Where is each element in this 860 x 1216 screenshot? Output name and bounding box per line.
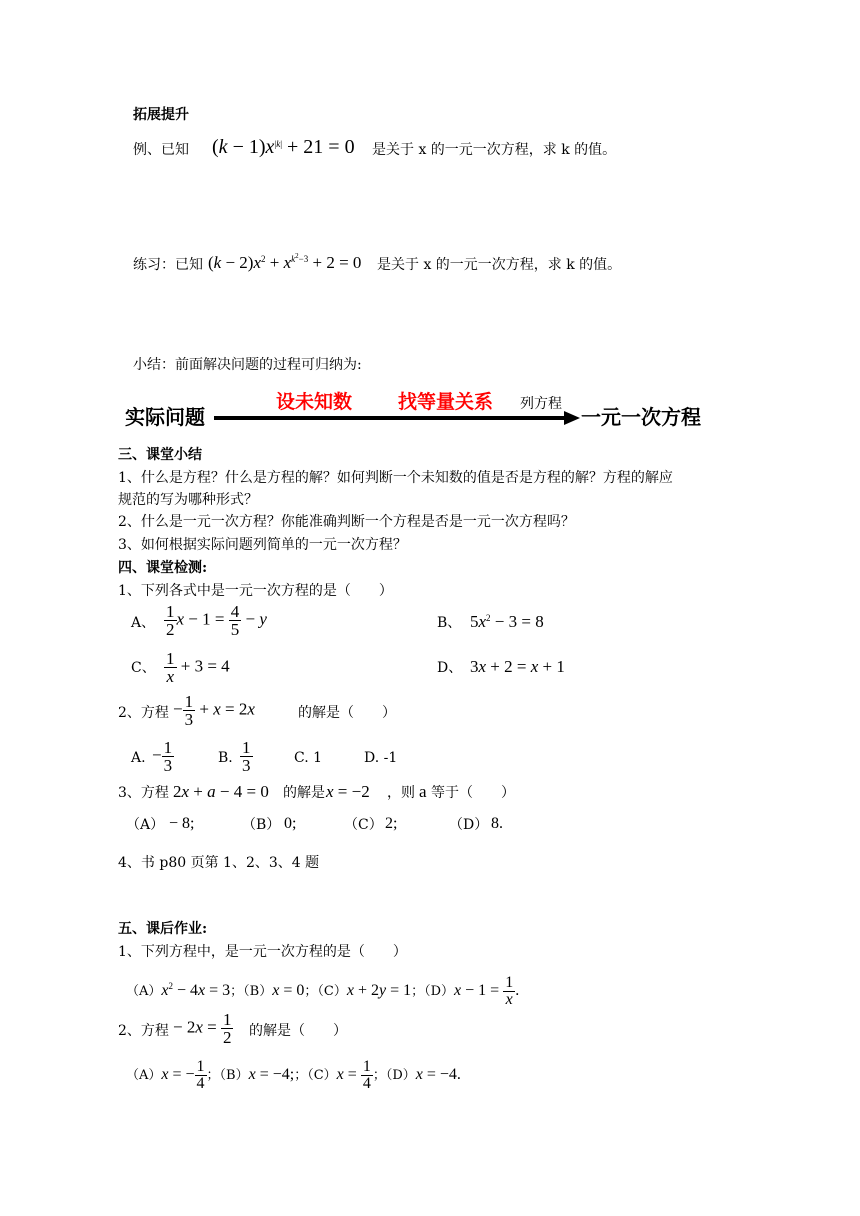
section3-q2: 2、什么是一元一次方程？你能准确判断一个方程是否是一元一次方程吗？: [118, 514, 575, 530]
section4-q2-equation: − $\frac{1}{3}$ + x = 2x: [173, 692, 255, 729]
q1-option-d-expr: 3x + 2 = x + 1: [470, 657, 565, 676]
section5-q2-options: （A）x = − $\frac{1}{4}$ ；（B）x = −4;；（C）x = $\frac{1}{4}$ ；（D）x = −4.: [126, 1058, 461, 1092]
flow-arrow-icon: [214, 410, 580, 426]
summary-line: 小结：前面解决问题的过程可归纳为:: [133, 357, 362, 373]
practice-equation: $(k - 2)x^2 + x^{k^2-3} + 2 = 0$: [208, 252, 362, 272]
hw1-option-d-label: ；（D）: [411, 984, 455, 999]
q2-option-a-expr: − $\frac{1}{3}$: [152, 738, 173, 775]
q2-option-d: D. -1: [364, 750, 398, 766]
section4-q3-end: 等于（ ）: [431, 785, 515, 801]
hw1-option-a-label: （A）: [126, 984, 162, 999]
section4-q3-mid: 的解是: [283, 785, 325, 801]
section5-q2-prefix: 2、方程: [118, 1023, 169, 1039]
q3-option-b-label: （B）: [242, 817, 281, 833]
q3-option-d-label: （D）: [449, 817, 489, 833]
hw1-option-c-label: ；（C）: [304, 984, 347, 999]
example-prefix: 例、已知: [133, 142, 189, 158]
section5-q2-equation: − 2x = $\frac{1}{2}$: [173, 1010, 232, 1047]
section4-q1: 1、下列各式中是一元一次方程的是（ ）: [118, 583, 393, 599]
example-equation: $(k - 1)x^{|k|} + 21 = 0$: [212, 136, 355, 158]
q3-option-c-expr: 2;: [385, 815, 398, 832]
flow-end: 一元一次方程: [581, 405, 701, 429]
extension-heading: 拓展提升: [133, 107, 189, 123]
q2-option-b-expr: $\frac{1}{3}$: [242, 738, 251, 775]
q2-option-a-label: A.: [131, 750, 146, 766]
section5-q2-suffix: 的解是（ ）: [249, 1023, 347, 1039]
section3-q1-line1: 1、什么是方程？什么是方程的解？如何判断一个未知数的值是否是方程的解？方程的解应: [118, 470, 673, 486]
section4-q3-equation: 2x + a − 4 = 0: [173, 782, 269, 801]
q2-option-b-label: B.: [218, 750, 233, 766]
q1-option-b-expr: $5x^2 - 3 = 8$: [470, 612, 544, 631]
section5-q1-options: $(A)x^2 - 4x = 3$；（B）x = 0；（C）x + 2y = 1；（D）x − 1 = $\frac{1}{x}$ .: [126, 974, 520, 1008]
hw1-option-b-label: ；（B）: [230, 984, 273, 999]
practice-prefix: 练习：已知: [133, 257, 203, 273]
section4-q3-suffix: ，则: [387, 785, 415, 801]
q3-option-a-expr: − 8;: [169, 815, 195, 832]
q1-option-c-expr: $\frac{1}{x}$ + 3 = 4: [166, 649, 230, 686]
section4-q2-prefix: 2、方程: [118, 705, 169, 721]
q1-option-c-label: C、: [131, 660, 156, 676]
q3-option-a-label: （A）: [126, 817, 165, 833]
section5-heading: 五、课后作业:: [118, 921, 208, 937]
q2-option-c: C. 1: [294, 750, 323, 766]
section4-q3-value: x = −2: [326, 782, 370, 801]
hw2-option-d-label: ；（D）: [372, 1068, 416, 1084]
section4-q3-variable: a: [419, 782, 427, 801]
hw2-option-c-label: ；（C）: [294, 1068, 337, 1084]
q3-option-c-label: （C）: [344, 817, 383, 833]
section4-q3-prefix: 3、方程: [118, 785, 169, 801]
q3-option-d-expr: 8.: [491, 815, 503, 832]
q1-option-a-label: A、: [131, 615, 156, 631]
section3-q1-line2: 规范的写为哪种形式？: [118, 492, 258, 508]
practice-suffix: 是关于 x 的一元一次方程，求 k 的值。: [377, 257, 622, 273]
q1-option-d-label: D、: [437, 660, 463, 676]
q1-option-b-label: B、: [437, 615, 462, 631]
section3-q3: 3、如何根据实际问题列简单的一元一次方程？: [118, 537, 407, 553]
section3-heading: 三、课堂小结: [118, 447, 202, 463]
section4-q4: 4、书 p80 页第 1、2、3、4 题: [118, 855, 320, 871]
flow-step-2: 找等量关系: [398, 391, 494, 413]
section4-heading: 四、课堂检测:: [118, 560, 208, 576]
hw2-option-a-label: （A）: [126, 1068, 162, 1084]
example-suffix: 是关于 x 的一元一次方程，求 k 的值。: [372, 142, 617, 158]
flow-start: 实际问题: [125, 405, 205, 429]
section4-q2-suffix: 的解是（ ）: [298, 705, 396, 721]
flow-step-1: 设未知数: [276, 391, 353, 413]
section5-q1: 1、下列方程中，是一元一次方程的是（ ）: [118, 944, 407, 960]
flow-step-3: 列方程: [520, 396, 562, 412]
q3-option-b-expr: 0;: [284, 815, 297, 832]
hw2-option-b-label: ；（B）: [206, 1068, 249, 1084]
q1-option-a-expr: $\frac{1}{2}$ x − 1 = $\frac{4}{5}$ − y: [166, 602, 267, 639]
